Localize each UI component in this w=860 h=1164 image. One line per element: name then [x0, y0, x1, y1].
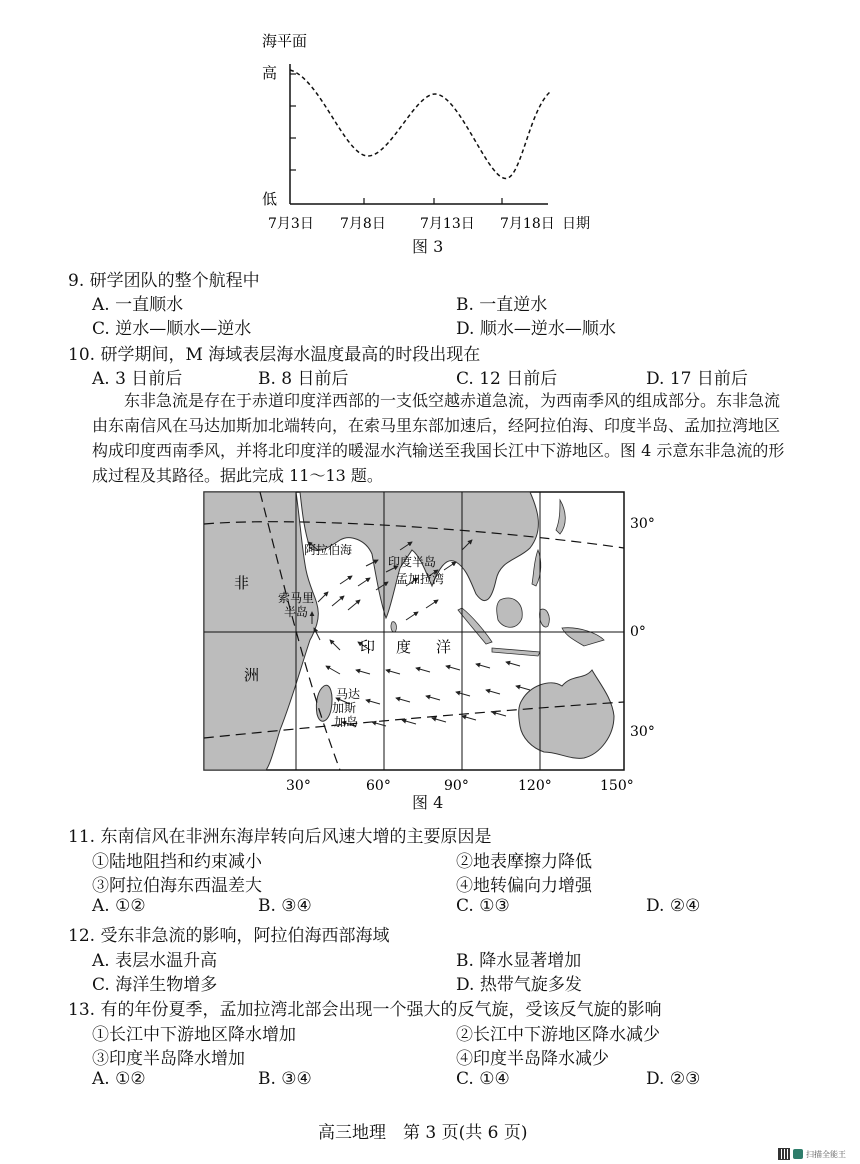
- qr-icon: [778, 1148, 790, 1160]
- passage-text: 东非急流是存在于赤道印度洋西部的一支低空越赤道急流，为西南季风的组成部分。东非急流由东南信风在马达加斯加北端转向，在索马里东部加速后，经阿拉伯海、印度半岛、孟加拉湾地区构成印度西南季风，并将北印度洋的暖湿水汽输送至我国长江中下游地区。图 4 示意东非急流的形成过程及其路径。据此完成 11～13 题。: [92, 391, 785, 485]
- x-tick-label-0: 7月3日: [268, 216, 314, 232]
- q13-option-b[interactable]: B. ③④: [258, 1069, 312, 1089]
- figure-3-chart: [250, 28, 610, 238]
- label-somali: 索马里: [278, 591, 315, 605]
- scanner-logo-icon: [793, 1149, 803, 1159]
- lon-label-150: 150°: [600, 778, 634, 794]
- lon-label-30: 30°: [286, 778, 311, 794]
- label-madagascar-3: 加岛: [334, 715, 359, 729]
- q12-option-a[interactable]: A. 表层水温升高: [92, 951, 218, 971]
- q9-option-a[interactable]: A. 一直顺水: [92, 295, 184, 315]
- lon-label-60: 60°: [366, 778, 391, 794]
- q13-option-a[interactable]: A. ①②: [92, 1069, 146, 1089]
- x-ticks: [364, 198, 502, 204]
- y-ticks: [290, 74, 296, 170]
- figure-3-caption: 图 3: [412, 237, 444, 256]
- lat-label-0: 0°: [630, 624, 646, 640]
- q13-item-3: ③印度半岛降水增加: [92, 1049, 245, 1069]
- q9-option-b[interactable]: B. 一直逆水: [456, 295, 548, 315]
- label-arabian-sea: 阿拉伯海: [304, 543, 353, 557]
- label-ocean-1: 印: [360, 638, 376, 656]
- figure-4-map: [200, 490, 660, 800]
- q11-item-1: ①陆地阻挡和约束减小: [92, 852, 262, 872]
- lat-label-30n: 30°: [630, 516, 655, 532]
- q9-stem: 9. 研学团队的整个航程中: [68, 271, 260, 291]
- q11-stem: 11. 东南信风在非洲东海岸转向后风速大增的主要原因是: [68, 827, 492, 847]
- q11-option-c[interactable]: C. ①③: [456, 896, 510, 916]
- q13-item-4: ④印度半岛降水减少: [456, 1049, 609, 1069]
- q11-option-b[interactable]: B. ③④: [258, 896, 312, 916]
- q9-option-c[interactable]: C. 逆水—顺水—逆水: [92, 319, 252, 339]
- q13-option-d[interactable]: D. ②③: [646, 1069, 701, 1089]
- label-ocean-2: 度: [396, 638, 412, 656]
- lon-label-90: 90°: [444, 778, 469, 794]
- label-madagascar-2: 加斯: [332, 701, 357, 715]
- lat-label-30s: 30°: [630, 724, 655, 740]
- q10-option-d[interactable]: D. 17 日前后: [646, 369, 748, 389]
- q13-option-c[interactable]: C. ①④: [456, 1069, 510, 1089]
- x-tick-label-1: 7月8日: [340, 216, 386, 232]
- q11-item-2: ②地表摩擦力降低: [456, 852, 592, 872]
- label-africa-2: 洲: [244, 666, 260, 684]
- label-bay-of-bengal: 孟加拉湾: [396, 572, 445, 586]
- y-high-label: 高: [262, 64, 278, 82]
- y-low-label: 低: [262, 190, 278, 208]
- q12-stem: 12. 受东非急流的影响，阿拉伯海西部海域: [68, 926, 390, 946]
- q12-option-c[interactable]: C. 海洋生物增多: [92, 975, 218, 995]
- label-madagascar-1: 马达: [336, 687, 361, 701]
- q10-option-b[interactable]: B. 8 日前后: [258, 369, 349, 389]
- sea-level-curve: [290, 70, 550, 178]
- q12-option-b[interactable]: B. 降水显著增加: [456, 951, 582, 971]
- q11-item-3: ③阿拉伯海东西温差大: [92, 876, 262, 896]
- label-africa-1: 非: [234, 574, 250, 592]
- q11-item-4: ④地转偏向力增强: [456, 876, 592, 896]
- q12-option-d[interactable]: D. 热带气旋多发: [456, 975, 582, 995]
- figure-4-caption: 图 4: [412, 793, 444, 812]
- scanner-watermark: [778, 1148, 846, 1160]
- label-somali-2: 半岛: [284, 605, 309, 619]
- label-india-peninsula: 印度半岛: [388, 555, 437, 569]
- q9-option-d[interactable]: D. 顺水—逆水—顺水: [456, 319, 616, 339]
- borneo-island: [497, 598, 523, 627]
- q13-item-1: ①长江中下游地区降水增加: [92, 1025, 296, 1045]
- x-axis-label: 日期: [562, 216, 590, 232]
- q11-option-d[interactable]: D. ②④: [646, 896, 701, 916]
- watermark-text: 扫描全能王: [806, 1149, 846, 1159]
- lon-label-120: 120°: [518, 778, 552, 794]
- x-tick-label-3: 7月18日: [500, 216, 555, 232]
- q10-option-a[interactable]: A. 3 日前后: [92, 369, 183, 389]
- q13-stem: 13. 有的年份夏季，孟加拉湾北部会出现一个强大的反气旋，受该反气旋的影响: [68, 1000, 662, 1020]
- x-tick-label-2: 7月13日: [420, 216, 475, 232]
- page-footer: 高三地理 第 3 页(共 6 页): [318, 1123, 528, 1143]
- q10-stem: 10. 研学期间，M 海域表层海水温度最高的时段出现在: [68, 345, 481, 365]
- y-axis-label: 海平面: [262, 32, 308, 50]
- label-ocean-3: 洋: [436, 638, 452, 656]
- q10-option-c[interactable]: C. 12 日前后: [456, 369, 558, 389]
- q13-item-2: ②长江中下游地区降水减少: [456, 1025, 660, 1045]
- q11-option-a[interactable]: A. ①②: [92, 896, 146, 916]
